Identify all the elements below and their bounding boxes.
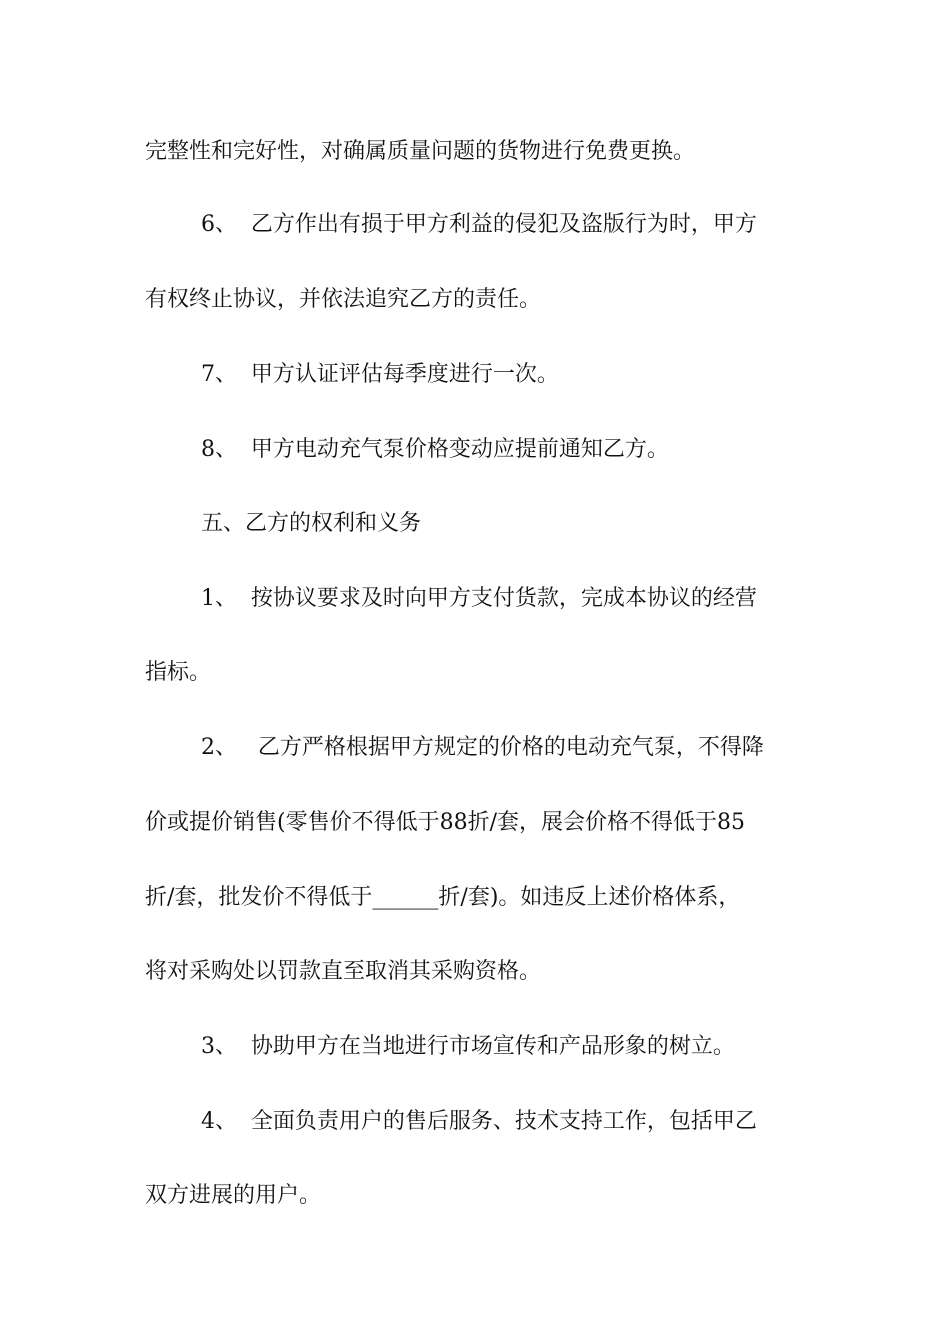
text-line-3: 有权终止协议，并依法追究乙方的责任。: [145, 287, 542, 312]
text-line-4: 7、 甲方认证评估每季度进行一次。: [145, 362, 559, 387]
text-line-7: 1、 按协议要求及时向甲方支付货款，完成本协议的经营: [145, 586, 757, 611]
text-line-2: 6、 乙方作出有损于甲方利益的侵犯及盗版行为时，甲方: [145, 212, 757, 237]
text-line-11: 折/套，批发价不得低于______折/套)。如违反上述价格体系，: [145, 885, 741, 910]
text-line-9: 2、 乙方严格根据甲方规定的价格的电动充气泵，不得降: [145, 735, 764, 760]
text-line-13: 3、 协助甲方在当地进行市场宣传和产品形象的树立。: [145, 1034, 735, 1059]
text-line-8: 指标。: [145, 660, 212, 685]
text-line-15: 双方进展的用户。: [145, 1183, 322, 1208]
text-line-1: 完整性和完好性，对确属质量问题的货物进行免费更换。: [145, 139, 696, 164]
section-heading: 五、乙方的权利和义务: [145, 511, 421, 536]
text-line-5: 8、 甲方电动充气泵价格变动应提前通知乙方。: [145, 437, 669, 462]
text-line-14: 4、 全面负责用户的售后服务、技术支持工作，包括甲乙: [145, 1109, 757, 1134]
text-line-12: 将对采购处以罚款直至取消其采购资格。: [145, 959, 542, 984]
text-line-10: 价或提价销售(零售价不得低于88折/套，展会价格不得低于85: [145, 810, 745, 835]
